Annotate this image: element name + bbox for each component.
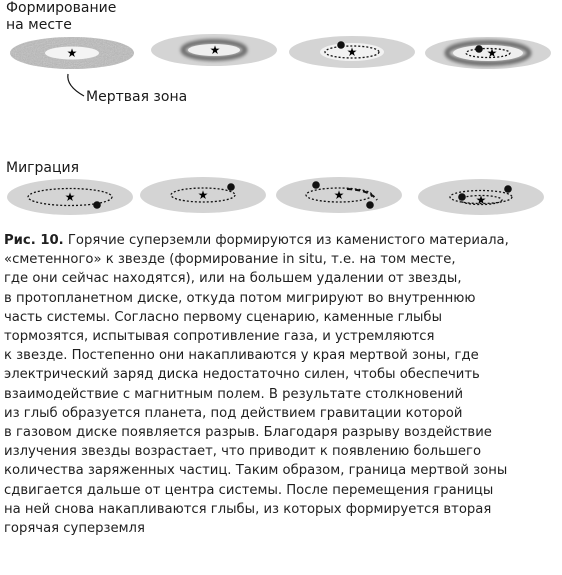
star-icon: ★	[486, 46, 498, 60]
star-icon: ★	[66, 46, 78, 60]
caption-line: из глыб образуется планета, под действием гравитации которой	[4, 405, 463, 421]
migration-label: Миграция	[6, 160, 80, 176]
in-situ-label-line2: на месте	[6, 17, 72, 33]
planet-dot	[227, 183, 235, 191]
caption-line: «сметенного» к звезде (формирование in situ, т.е. на том месте,	[4, 252, 456, 268]
in-situ-label-line1: Формирование	[6, 0, 117, 16]
caption-line: горячая суперземля	[4, 521, 145, 537]
caption-line: излучения звезды возрастает, что приводит к появлению большего	[4, 444, 482, 460]
planet-dot	[475, 45, 483, 53]
planet-dot	[312, 181, 320, 189]
planet-dot	[458, 193, 466, 201]
star-icon: ★	[346, 45, 358, 59]
star-icon: ★	[333, 188, 345, 202]
caption-line: взаимодействие с магнитным полем. В результате столкновений	[4, 386, 464, 402]
caption-line-0	[4, 231, 560, 250]
caption-line: сдвигается дальше от центра системы. После перемещения границы	[4, 482, 494, 498]
caption-line: часть системы. Согласно первому сценарию, каменные глыбы	[4, 309, 442, 325]
in-situ-panel-3	[289, 36, 415, 68]
star-icon: ★	[209, 43, 221, 57]
planet-dot	[366, 201, 374, 209]
disk-diagram	[0, 0, 562, 230]
planet-dot	[93, 201, 101, 209]
caption-line: в протопланетном диске, откуда потом мигрируют во внутреннюю	[4, 290, 476, 306]
caption-first-line-text: Горячие суперземли формируются из каменистого материала,	[63, 233, 509, 248]
star-icon: ★	[475, 193, 487, 207]
migration-panel-3	[276, 177, 402, 213]
figure-caption	[4, 231, 560, 538]
caption-line: количества заряженных частиц. Таким образом, граница мертвой зоны	[4, 463, 508, 479]
caption-line: электрический заряд диска недостаточно силен, чтобы обеспечить	[4, 367, 480, 383]
dead-zone-label: Мертвая зона	[86, 89, 188, 105]
caption-line: к звезде. Постепенно они накапливаются у края мертвой зоны, где	[4, 348, 479, 364]
figure-number: Рис. 10.	[4, 233, 64, 248]
migration-panel-1	[7, 179, 133, 215]
star-icon: ★	[197, 188, 209, 202]
caption-line: тормозятся, испытывая сопротивление газа, и устремляются	[4, 329, 435, 345]
in-situ-panel-2	[151, 34, 277, 66]
migration-panel-2	[140, 177, 266, 213]
in-situ-panel-1	[10, 37, 134, 96]
caption-line: в газовом диске появляется разрыв. Благодаря разрыву воздействие	[4, 425, 492, 441]
planet-dot	[504, 185, 512, 193]
dead-zone-pointer	[68, 74, 84, 96]
migration-panel-4	[418, 179, 544, 215]
caption-line: на ней снова накапливаются глыбы, из которых формируется вторая	[4, 501, 492, 517]
in-situ-panel-4	[425, 37, 551, 69]
caption-line: где они сейчас находятся), или на большем удалении от звезды,	[4, 271, 462, 287]
planet-dot	[337, 41, 345, 49]
star-icon: ★	[64, 190, 76, 204]
